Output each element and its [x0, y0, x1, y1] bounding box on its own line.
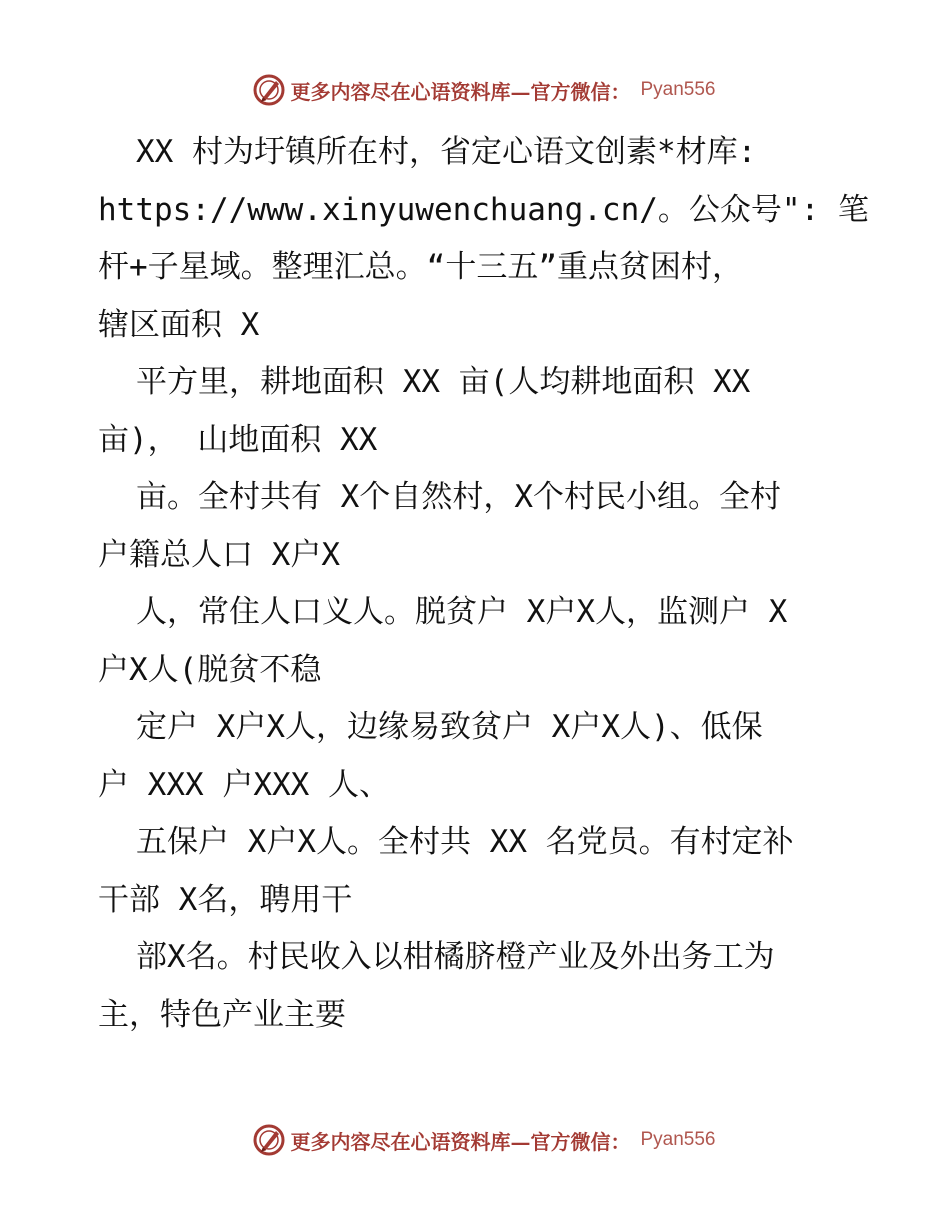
text-line: 干部 X名，聘用干	[98, 881, 353, 918]
footer-banner	[0, 1122, 950, 1158]
text-line: XX 村为圩镇所在村，省定心语文创素*材库:	[136, 134, 757, 170]
header-banner-contact: Pyan556	[640, 79, 716, 100]
quill-seal-icon	[252, 73, 286, 107]
text-line: 户 XXX 户XXX 人、	[98, 766, 390, 803]
text-line: 户籍总人口 X户X	[98, 536, 340, 573]
text-line: 部X名。村民收入以柑橘脐橙产业及外出务工为	[136, 939, 775, 975]
text-line: 定户 X户X人，边缘易致贫户 X户X人)、低保	[136, 709, 763, 745]
quill-seal-icon	[252, 1123, 286, 1157]
header-banner-title: 更多内容尽在心语资料库—官方微信：	[290, 79, 631, 104]
text-line: 亩。全村共有 X个自然村，X个村民小组。全村	[136, 479, 781, 515]
text-line: 人，常住人口义人。脱贫户 X户X人，监测户 X	[136, 594, 788, 630]
footer-banner-contact: Pyan556	[640, 1129, 716, 1150]
footer-banner-content	[252, 1123, 715, 1157]
header-banner	[0, 72, 950, 108]
text-line: 五保户 X户X人。全村共 XX 名党员。有村定补	[136, 824, 794, 860]
text-line: 杆+子星域。整理汇总。“十三五”重点贫困村，	[98, 249, 743, 285]
document-body	[98, 124, 869, 1044]
text-line: https://www.xinyuwenchuang.cn/。公众号": 笔	[98, 191, 869, 228]
footer-banner-title: 更多内容尽在心语资料库—官方微信：	[290, 1129, 631, 1154]
header-banner-content	[252, 73, 715, 107]
text-line: 亩)， 山地面积 XX	[98, 421, 378, 458]
text-line: 辖区面积 X	[98, 306, 260, 343]
text-line: 户X人(脱贫不稳	[98, 651, 322, 688]
text-line: 平方里，耕地面积 XX 亩(人均耕地面积 XX	[136, 364, 751, 400]
text-line: 主，特色产业主要	[98, 996, 346, 1033]
